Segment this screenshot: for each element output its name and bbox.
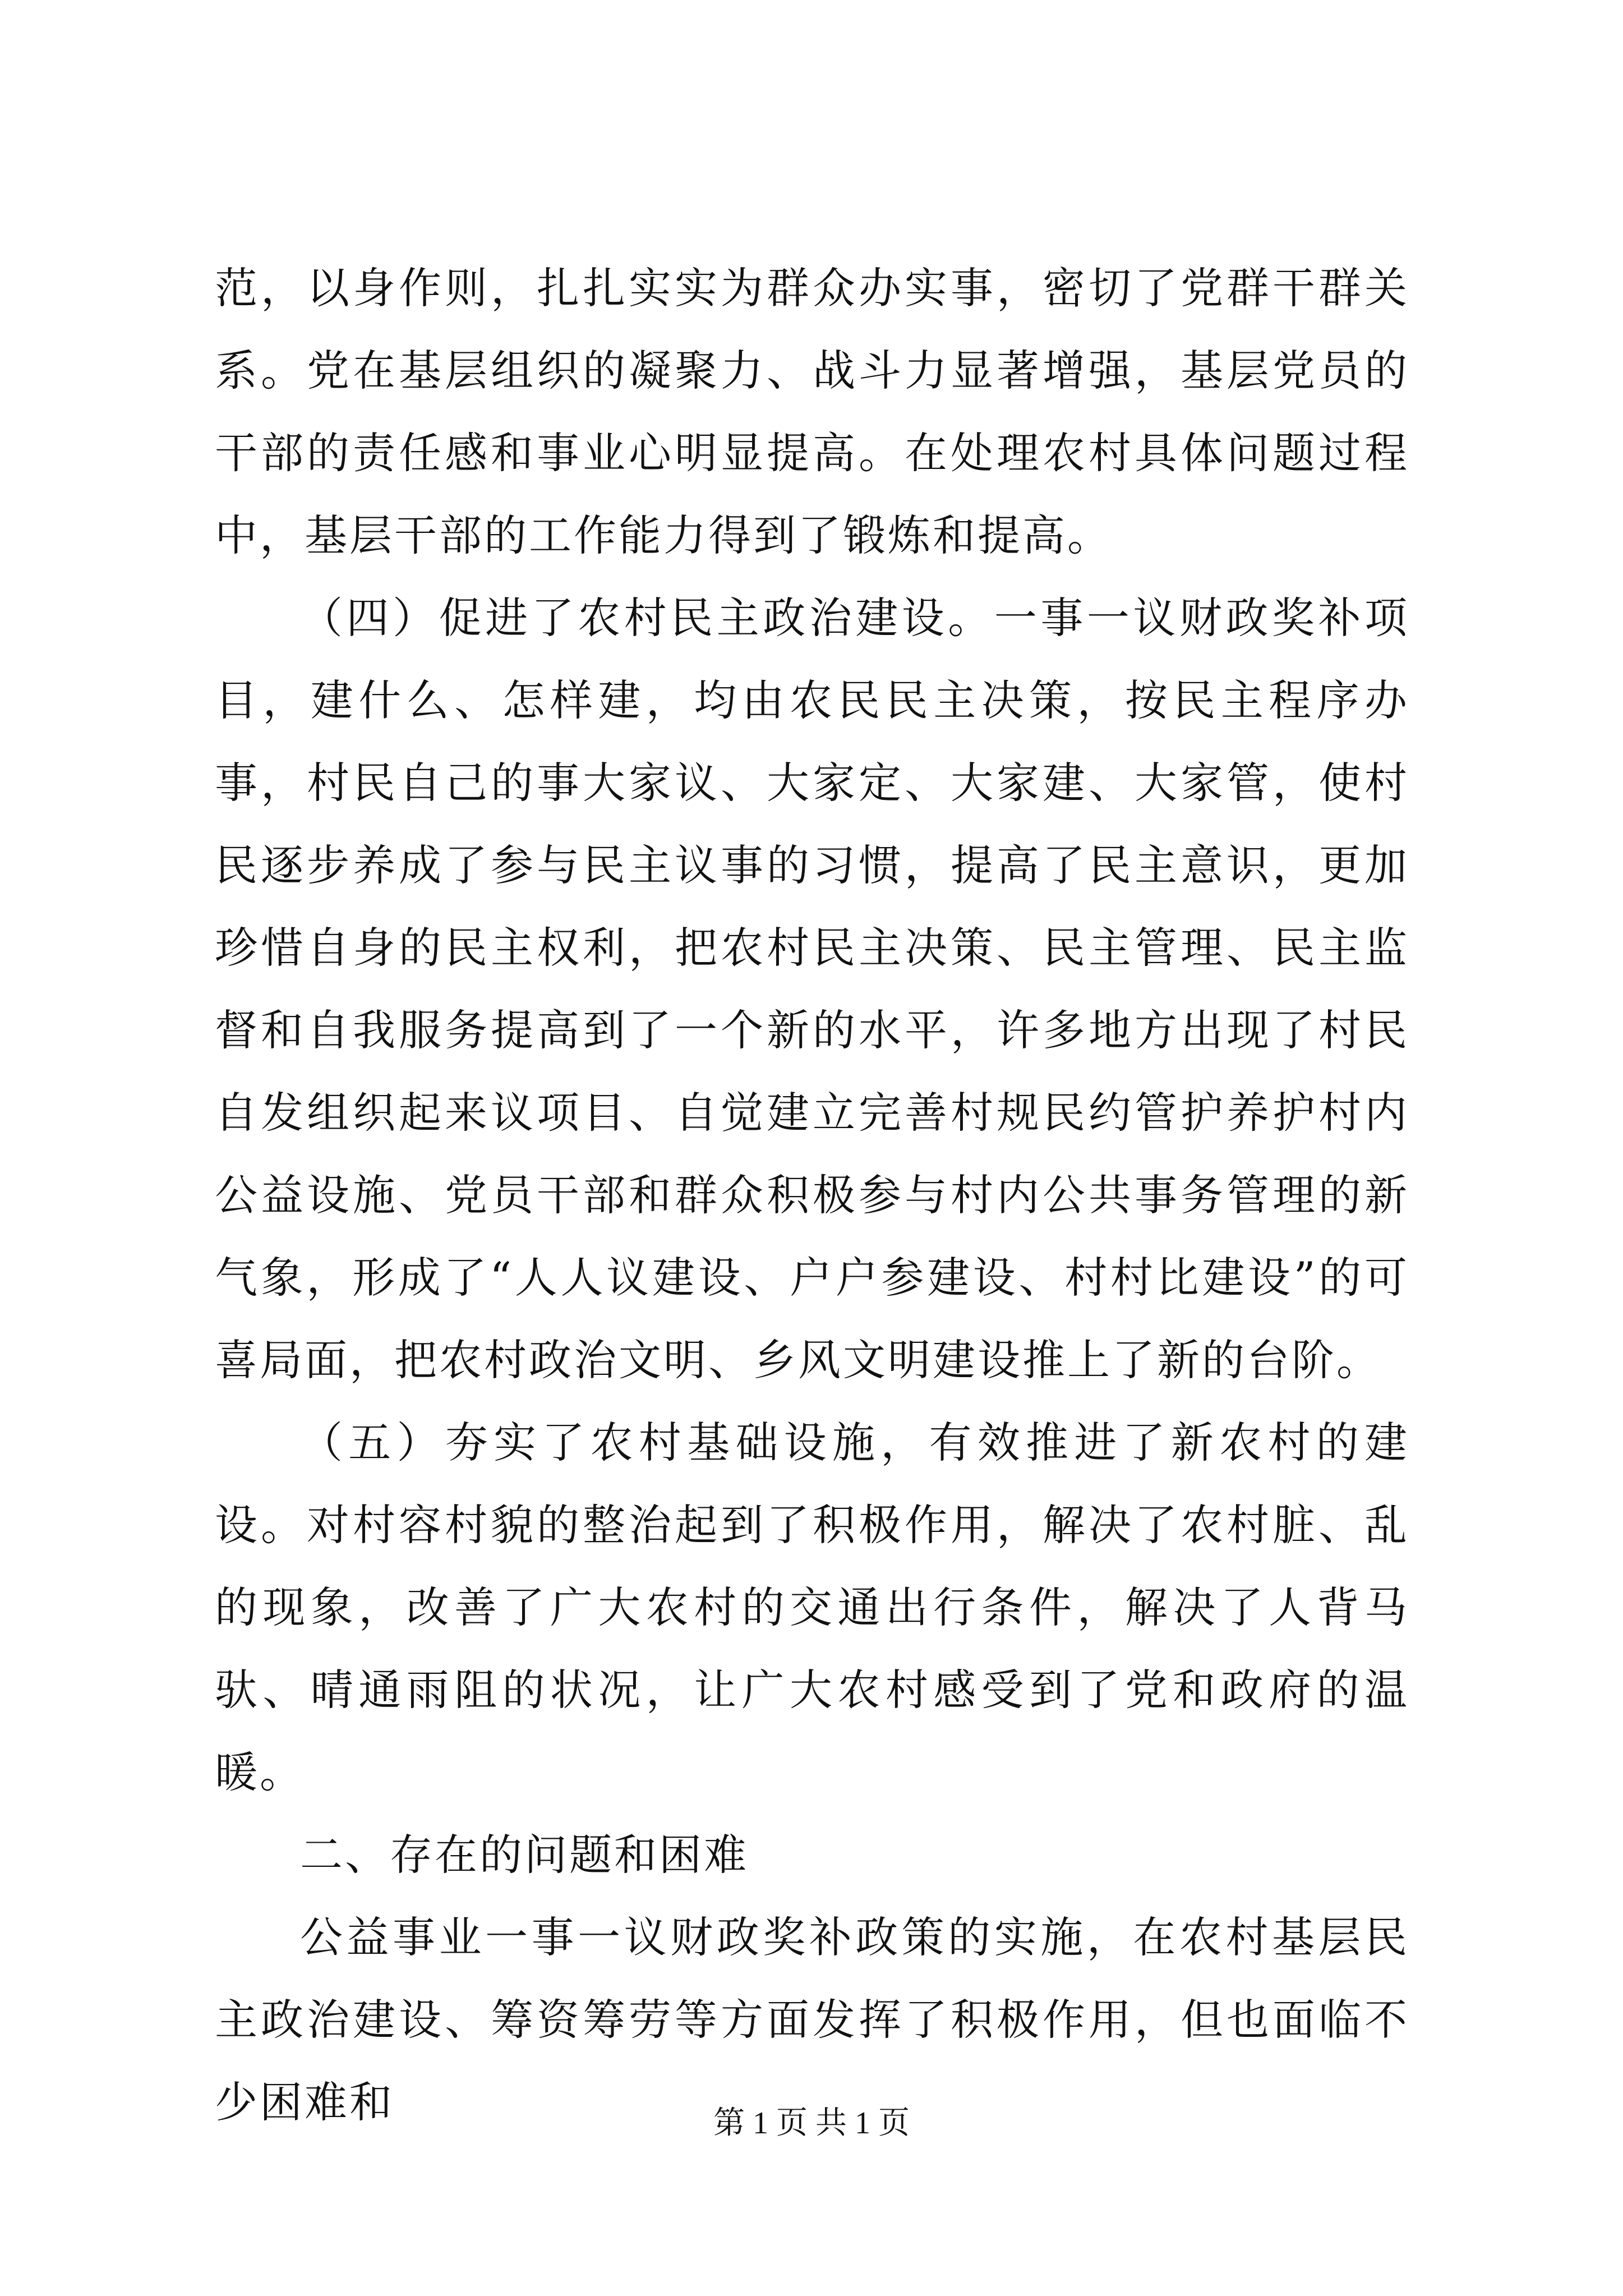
- paragraph-section-five: （五）夯实了农村基础设施，有效推进了新农村的建设。对村容村貌的整治起到了积极作用，解决了农村脏、乱的现象，改善了广大农村的交通出行条件，解决了人背马驮、晴通雨阻的状况，让广大农村感受到了党和政府的温暖。: [215, 1418, 1409, 1797]
- paragraph-continuation: 范，以身作则，扎扎实实为群众办实事，密切了党群干群关系。党在基层组织的凝聚力、战斗力显著增强，基层党员的干部的责任感和事业心明显提高。在处理农村具体问题过程中，基层干部的工作能力得到了锻炼和提高。: [215, 263, 1409, 560]
- page-number-footer: 第 1 页 共 1 页: [713, 2106, 910, 2141]
- section-heading-problems: 二、存在的问题和困难: [300, 1830, 749, 1880]
- paragraph-section-four: （四）促进了农村民主政治建设。一事一议财政奖补项目，建什么、怎样建，均由农民民主决策，按民主程序办事，村民自己的事大家议、大家定、大家建、大家管，使村民逐步养成了参与民主议事的习惯，提高了民主意识，更加珍惜自身的民主权利，把农村民主决策、民主管理、民主监督和自我服务提高到了一个新的水平，许多地方出现了村民自发组织起来议项目、自觉建立完善村规民约管护养护村内公益设施、党员干部和群众积极参与村内公共事务管理的新气象，形成了“人人议建设、户户参建设、村村比建设”的可喜局面，把农村政治文明、乡风文明建设推上了新的台阶。: [215, 593, 1409, 1385]
- paragraph-problems-intro: 公益事业一事一议财政奖补政策的实施，在农村基层民主政治建设、筹资筹劳等方面发挥了积极作用，但也面临不少困难和: [215, 1912, 1409, 2127]
- document-body: [215, 247, 1409, 2143]
